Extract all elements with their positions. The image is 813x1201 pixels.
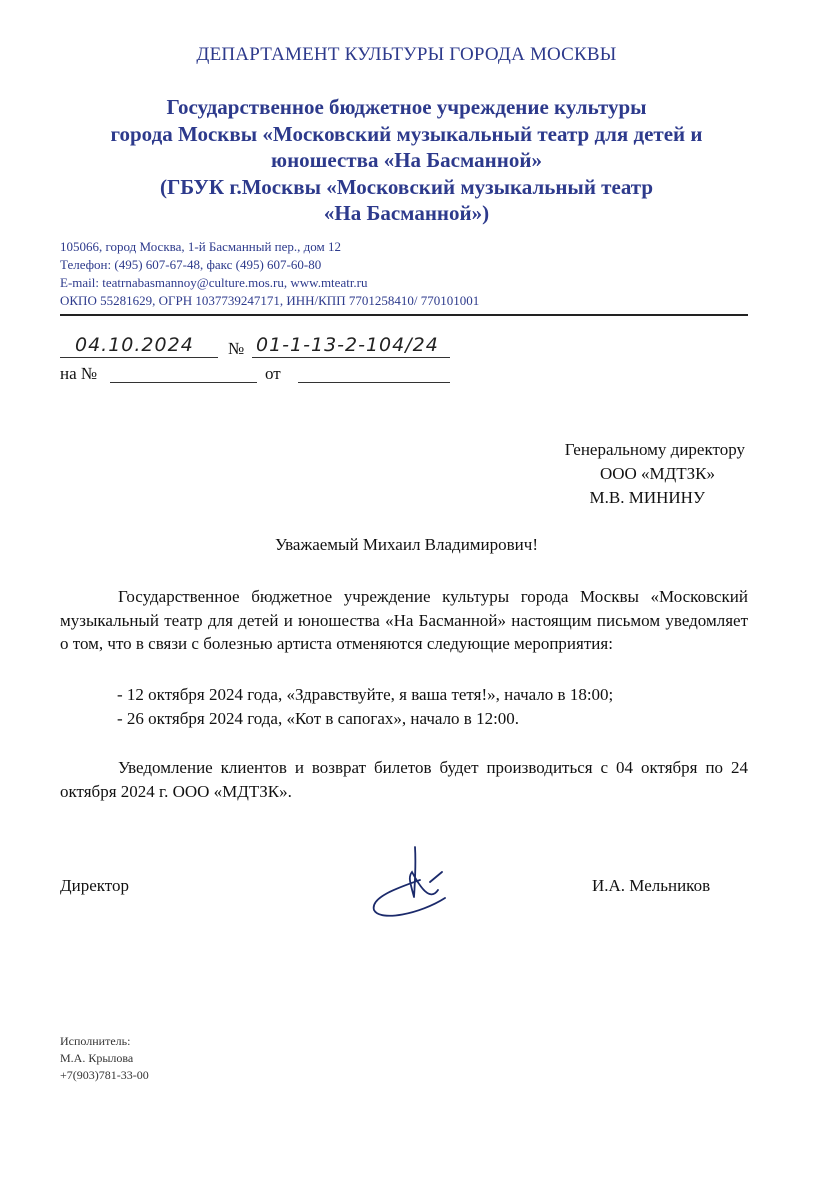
outgoing-date: 04.10.2024 <box>75 334 194 356</box>
number-label: № <box>228 339 245 358</box>
reply-number-underline <box>110 382 257 383</box>
number-underline <box>252 357 450 358</box>
header-divider <box>60 314 748 316</box>
signature-mark <box>360 842 470 922</box>
executor-label: Исполнитель: <box>60 1034 131 1048</box>
reply-number-label: на № <box>60 364 98 383</box>
greeting: Уважаемый Михаил Владимирович! <box>274 535 538 554</box>
org-title-line: юношества «На Басманной» <box>271 148 542 172</box>
contact-block <box>60 238 479 310</box>
signatory-position: Директор <box>60 876 129 895</box>
org-title-line: (ГБУК г.Москвы «Московский музыкальный театр <box>159 174 654 199</box>
addressee-company: ООО «МДТЗК» <box>599 464 715 483</box>
department-title: ДЕПАРТАМЕНТ КУЛЬТУРЫ ГОРОДА МОСКВЫ <box>196 44 617 65</box>
reply-from-underline <box>298 382 450 383</box>
contact-phone: Телефон: (495) 607-67-48, факс (495) 607-60-80 <box>60 257 322 272</box>
executor-block <box>60 1033 149 1084</box>
date-underline <box>60 357 218 358</box>
outgoing-number: 01-1-13-2-104/24 <box>256 334 439 356</box>
org-title-line: Государственное бюджетное учреждение культуры <box>166 95 647 119</box>
list-item: - 12 октября 2024 года, «Здравствуйте, я ваша тетя!», начало в 18:00; <box>117 685 614 704</box>
reply-from-label: от <box>265 364 281 383</box>
list-item: - 26 октября 2024 года, «Кот в сапогах», начало в 12:00. <box>117 709 520 728</box>
contact-codes: ОКПО 55281629, ОГРН 1037739247171, ИНН/КПП 7701258410/ 770101001 <box>60 293 480 308</box>
organization-title <box>40 94 773 227</box>
executor-phone: +7(903)781-33-00 <box>60 1068 149 1082</box>
signatory-name: И.А. Мельников <box>592 876 711 895</box>
body-paragraph: Уведомление клиентов и возврат билетов будет производиться с 04 октября по 24 октября 2024 г. ООО «МДТЗК». <box>60 758 748 801</box>
cancelled-events-list <box>117 683 613 731</box>
addressee-position: Генеральному директору <box>564 440 745 459</box>
executor-name: М.А. Крылова <box>60 1051 134 1065</box>
org-title-line: «На Басманной») <box>323 201 490 225</box>
addressee-block <box>565 438 745 510</box>
body-paragraph: Государственное бюджетное учреждение культуры города Москвы «Московский музыкальный театр для детей и юношества «На Басманной» настоящим письмом уведомляет о том, что в связи с болезнью артиста отменяются следующие мероприятия: <box>60 587 748 653</box>
contact-email: E-mail: teatrnabasmannoy@culture.mos.ru, www.mteatr.ru <box>60 275 368 290</box>
addressee-name: М.В. МИНИНУ <box>589 488 705 507</box>
contact-address: 105066, город Москва, 1-й Басманный пер., дом 12 <box>60 239 342 254</box>
org-title-line: города Москвы «Московский музыкальный театр для детей и <box>110 121 703 146</box>
